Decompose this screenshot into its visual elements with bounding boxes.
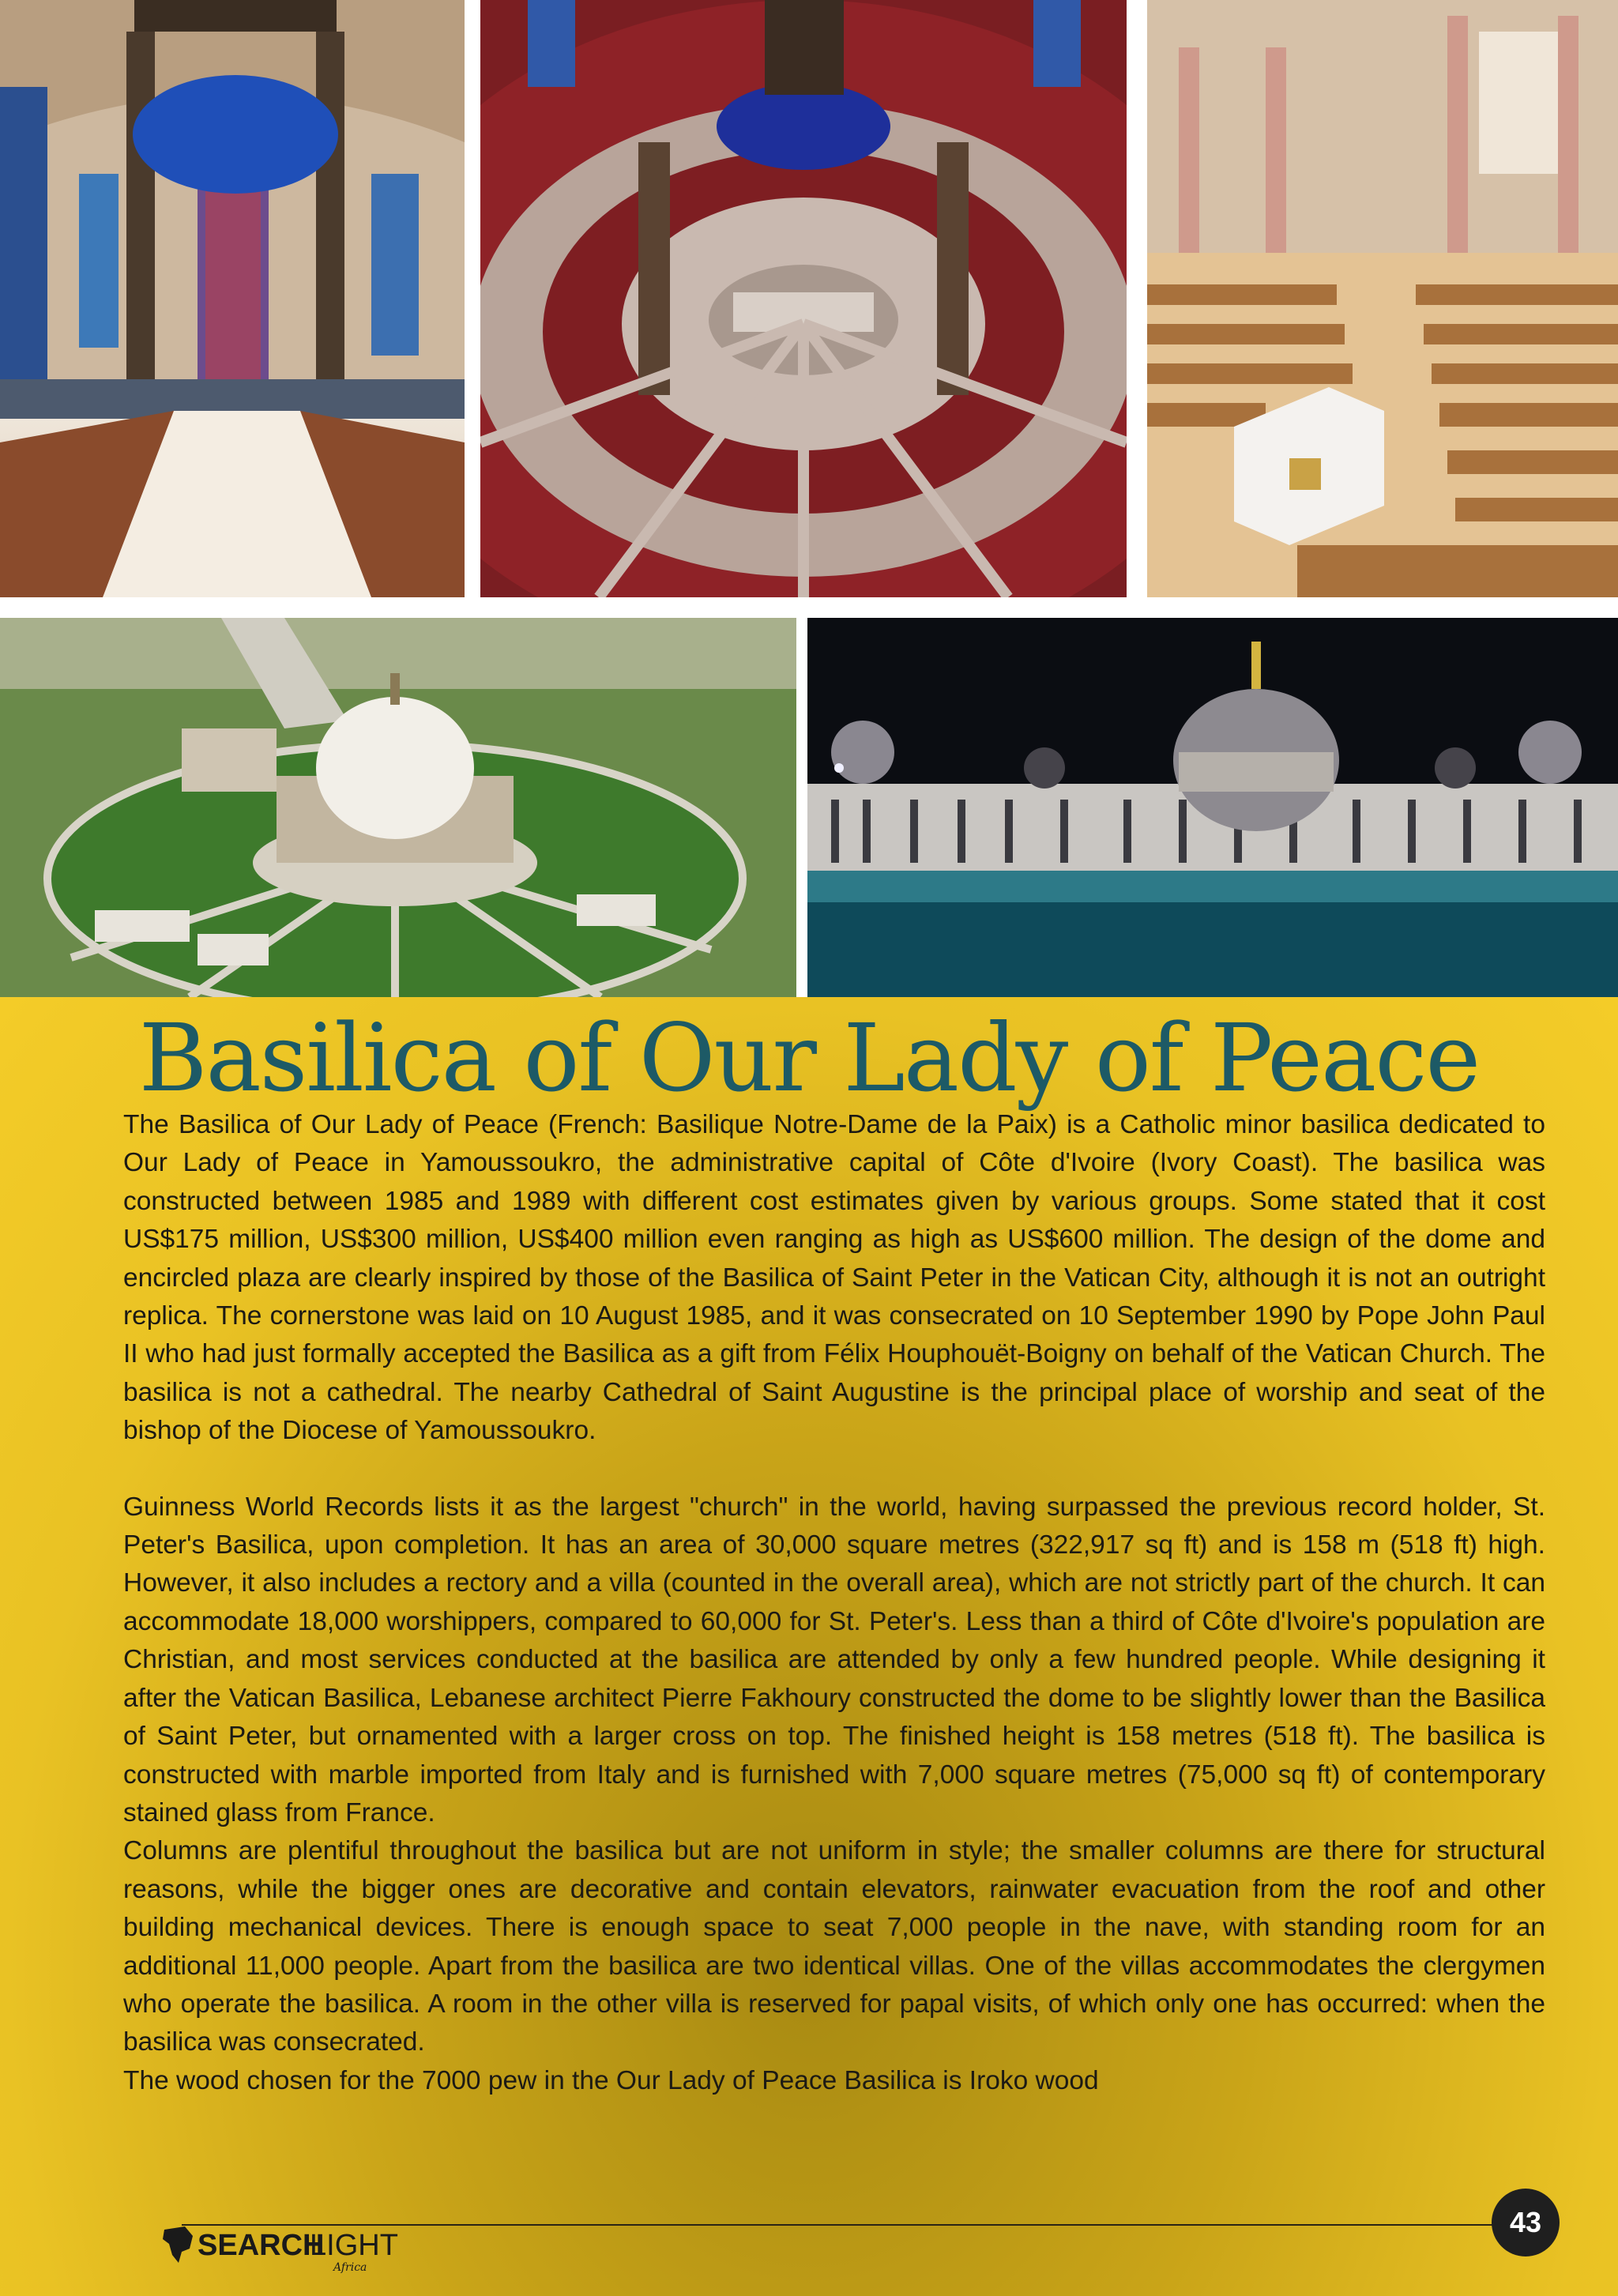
photo-nave-interior — [0, 0, 465, 597]
logo-tagline: Africa — [333, 2261, 367, 2274]
page-number-badge: 43 — [1492, 2189, 1560, 2256]
page-title: Basilica of Our Lady of Peace — [138, 1003, 1480, 1112]
article-body — [123, 1106, 1545, 2100]
photo-sanctuary-aerial — [480, 0, 1127, 597]
logo-word-light: LIGHT — [310, 2229, 398, 2262]
africa-map-icon — [158, 2220, 411, 2275]
photo-night-exterior — [807, 618, 1618, 997]
article-paragraph: Guinness World Records lists it as the largest "church" in the world, having surpassed the previous record holder, St. Peter's Basilica, upon completion. It has an area of 30,000 square metres (322,917 sq ft) and is 158 m (518 ft) high. However, it also includes a rectory and a villa (counted in the overall area), which are not strictly part of the church. It can accommodate 18,000 worshippers, compared to 60,000 for St. Peter's. Less than a third of Côte d'Ivoire's population are Christian, and most services conducted at the basilica are attended by only a few hundred people. While designing it after the Vatican Basilica, Lebanese architect Pierre Fakhoury constructed the dome to be slightly lower than the Basilica of Saint Peter, but ornamented with a larger cross on top. The finished height is 158 metres (518 ft). The basilica is constructed with marble imported from Italy and is furnished with 7,000 square metres (75,000 sq ft) of contemporary stained glass from France. — [123, 1492, 1545, 1827]
article-paragraph: Columns are plentiful throughout the basilica but are not uniform in style; the smaller columns are there for structural reasons, while the bigger ones are decorative and contain elevators, rainwater evacuation from the roof and other building mechanical devices. There is enough space to seat 7,000 people in the nave, with standing room for an additional 11,000 people. Apart from the basilica are two identical villas. One of the villas accommodates the clergymen who operate the basilica. A room in the other villa is reserved for papal visits, of which only one has occurred: when the basilica was consecrated. — [123, 1836, 1545, 2057]
photo-side-chapel — [1147, 0, 1618, 597]
article-panel — [0, 997, 1618, 2296]
article-paragraph: The wood chosen for the 7000 pew in the Our Lady of Peace Basilica is Iroko wood — [123, 2065, 1099, 2095]
logo-word-bold: SEARCH — [198, 2229, 325, 2262]
searchlight-logo — [158, 2220, 411, 2275]
article-paragraph: The Basilica of Our Lady of Peace (French: Basilique Notre-Dame de la Paix) is a Catholic minor basilica dedicated to Our Lady of Peace in Yamoussoukro, the administrative capital of Côte d'Ivoire (Ivory Coast). The basilica was constructed between 1985 and 1989 with different cost estimates given by various groups. Some stated that it cost US$175 million, US$300 million, US$400 million even ranging as high as US$600 million. The design of the dome and encircled plaza are clearly inspired by those of the Basilica of Saint Peter in the Vatican City, although it is not an outright replica. The cornerstone was laid on 10 August 1985, and it was consecrated on 10 September 1990 by Pope John Paul II who had just formally accepted the Basilica as a gift from Félix Houphouët-Boigny on behalf of the Vatican Church. The basilica is not a cathedral. The nearby Cathedral of Saint Augustine is the principal place of worship and seat of the bishop of the Diocese of Yamoussoukro. — [123, 1110, 1545, 1446]
photo-aerial-exterior — [0, 618, 796, 997]
